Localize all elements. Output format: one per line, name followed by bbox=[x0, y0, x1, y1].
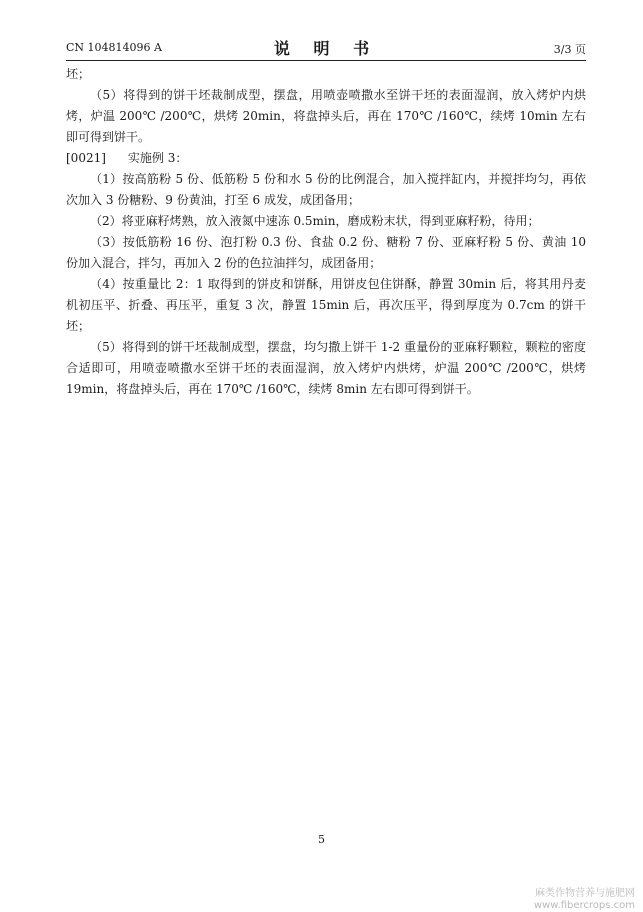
continued-line: 坯； bbox=[66, 67, 91, 81]
page-indicator: 3/3 页 bbox=[553, 43, 586, 56]
header-rule bbox=[66, 60, 586, 61]
document-title: 说 明 书 bbox=[273, 39, 379, 58]
patent-number: CN 104814096 A bbox=[66, 41, 162, 54]
page-number: 5 bbox=[318, 833, 325, 846]
example3-step3: （3）按低筋粉 16 份、泡打粉 0.3 份、食盐 0.2 份、糖粉 7 份、亚麻籽粉 5 份、黄油 10 份加入混合，拌匀，再加入 2 份的色拉油拌匀，成团备用； bbox=[66, 235, 586, 270]
paragraph-0021 bbox=[66, 148, 586, 169]
watermark-site-name: 麻类作物营养与施肥网 bbox=[535, 888, 635, 899]
example3-step4: （4）按重量比 2：1 取得到的饼皮和饼酥，用饼皮包住饼酥，静置 30min 后，将其用丹麦机初压平、折叠、再压平，重复 3 次，静置 15min 后，再次压平，得到厚度为 0.7cm 的饼干坯； bbox=[66, 277, 586, 333]
example2-step5: （5）将得到的饼干坯裁制成型，摆盘，用喷壶喷撒水至饼干坯的表面湿润，放入烤炉内烘烤，炉温 200℃ /200℃，烘烤 20min，将盘掉头后，再在 170℃ /160℃，续烤 10min 左右即可得到饼干。 bbox=[66, 88, 586, 144]
paragraph-number: [0021] bbox=[66, 151, 106, 165]
example-title: 实施例 3： bbox=[127, 151, 188, 165]
example3-step2: （2）将亚麻籽烤熟，放入液氮中速冻 0.5min，磨成粉末状，得到亚麻籽粉，待用； bbox=[90, 214, 540, 228]
page-header bbox=[66, 36, 586, 58]
watermark bbox=[534, 888, 635, 912]
example3-step5: （5）将得到的饼干坯裁制成型，摆盘，均匀撒上饼干 1-2 重量份的亚麻籽颗粒，颗粒的密度合适即可，用喷壶喷撒水至饼干坯的表面湿润，放入烤炉内烘烤，炉温 200℃ /200℃，烘烤 19min，将盘掉头后，再在 170℃ /160℃，续烤 8min 左右即可得到饼干。 bbox=[66, 340, 586, 396]
example3-step1: （1）按高筋粉 5 份、低筋粉 5 份和水 5 份的比例混合，加入搅拌缸内，并搅拌均匀，再依次加入 3 份糖粉、9 份黄油，打至 6 成发，成团备用； bbox=[66, 172, 586, 207]
watermark-url: www.fibercrops.com bbox=[533, 900, 635, 911]
document-body bbox=[66, 64, 586, 400]
